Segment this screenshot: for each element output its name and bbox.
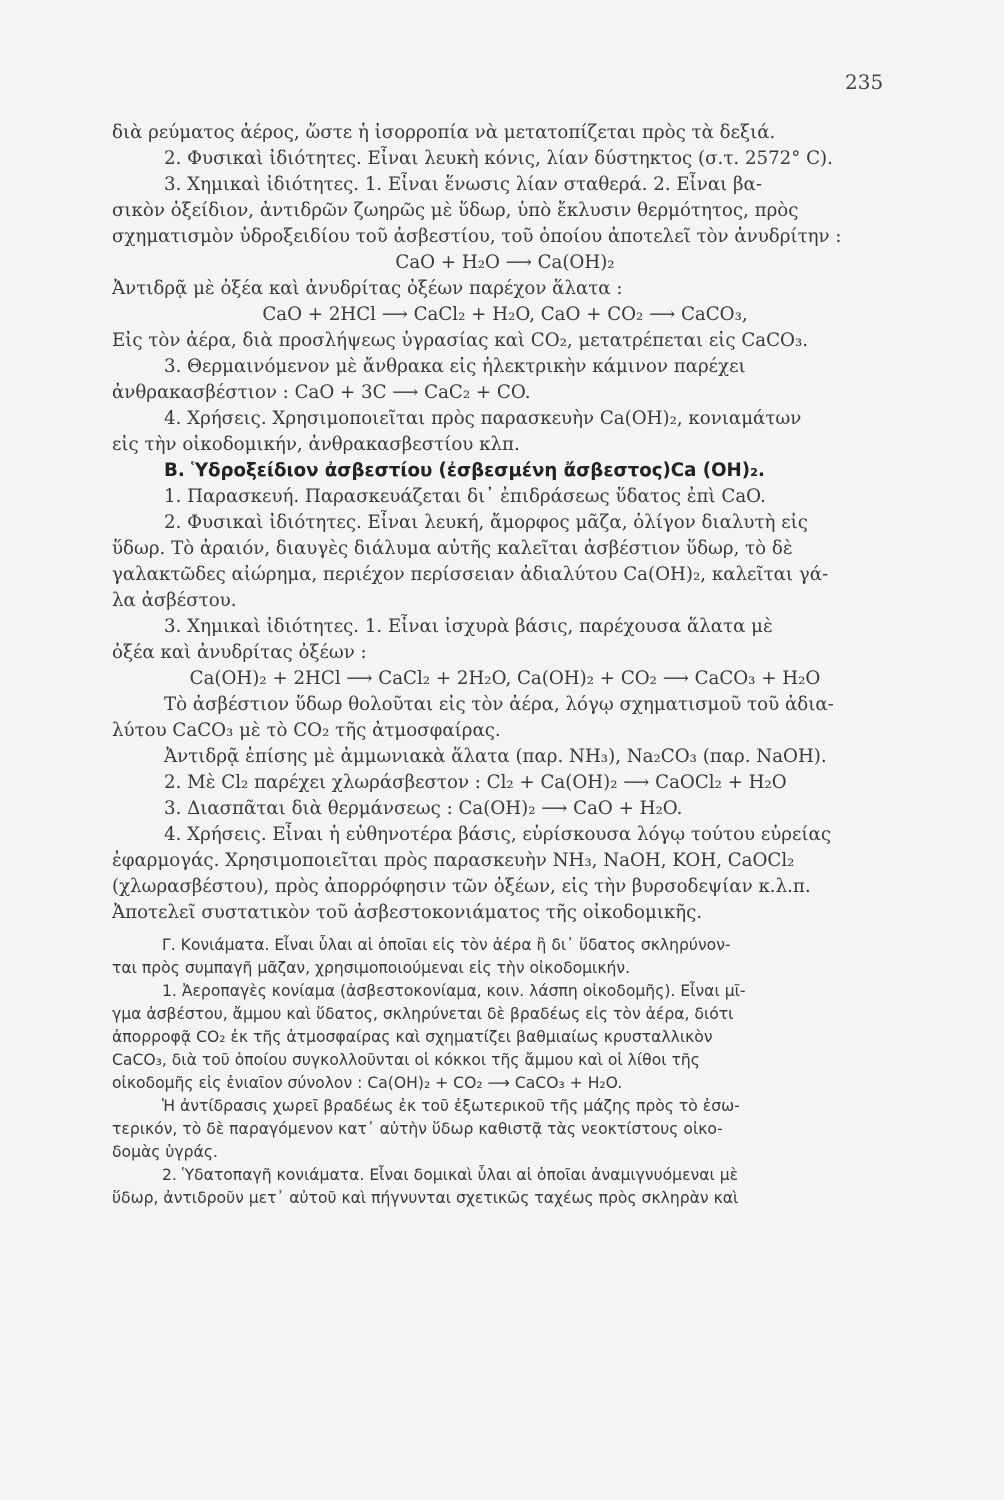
text-line: Ἀντιδρᾷ μὲ ὀξέα καὶ ἀνυδρίτας ὀξέων παρέχον ἅλατα :: [112, 278, 623, 299]
text-line: ὀξέα καὶ ἀνυδρίτας ὀξέων :: [112, 642, 367, 663]
section-heading: 3. Διασπᾶται διὰ θερμάνσεως : Ca(OH)₂ ⟶ CaO + H₂O.: [164, 798, 683, 819]
text-line: λύτου CaCO₃ μὲ τὸ CO₂ τῆς ἀτμοσφαίρας.: [112, 720, 501, 741]
text-line: Τὸ ἀσβέστιον ὕδωρ θολοῦται εἰς τὸν ἀέρα, λόγῳ σχηματισμοῦ τοῦ ἀδια-: [164, 694, 834, 715]
small-text-line: 1. Ἀεροπαγὲς κονίαμα (ἀσβεστοκονίαμα, κοιν. λάσπη οἰκοδομῆς). Εἶναι μῖ-: [162, 982, 746, 1000]
section-heading: 3. Θερμαινόμενον μὲ ἄνθρακα εἰς ἠλεκτρικὴν κάμινον παρέχει: [164, 356, 746, 377]
small-text-line: ὕδωρ, ἀντιδροῦν μετ᾽ αὐτοῦ καὶ πήγνυνται σχετικῶς ταχέως πρὸς σκληρὰν καὶ: [112, 1189, 739, 1207]
small-text-line: γμα ἀσβέστου, ἄμμου καὶ ὕδατος, σκληρύνεται δὲ βραδέως εἰς τὸν ἀέρα, διότι: [112, 1005, 734, 1023]
text-line: (χλωρασβέστου), πρὸς ἀπορρόφησιν τῶν ὀξέων, εἰς τὴν βυρσοδεψίαν κ.λ.π.: [112, 876, 811, 897]
section-heading: 4. Χρήσεις. Εἶναι ἡ εὐθηνοτέρα βάσις, εὑρίσκουσα λόγῳ τούτου εὐρείας: [164, 824, 832, 845]
chemical-equation: CaO + H₂O ⟶ Ca(OH)₂: [395, 252, 615, 273]
text-line: Εἰς τὸν ἀέρα, διὰ προσλήψεως ὑγρασίας καὶ CO₂, μετατρέπεται εἰς CaCO₃.: [112, 330, 809, 351]
small-text-line: ἀπορροφᾷ CO₂ ἐκ τῆς ἀτμοσφαίρας καὶ σχηματίζει βαθμιαίως κρυσταλλικὸν: [112, 1028, 713, 1046]
text-line: γαλακτῶδες αἰώρημα, περιέχον περίσσειαν ἀδιαλύτου Ca(OH)₂, καλεῖται γά-: [112, 564, 829, 585]
section-heading: 3. Χημικαὶ ἰδιότητες. 1. Εἶναι ἕνωσις λίαν σταθερά. 2. Εἶναι βα-: [164, 174, 762, 195]
text-line: Ἀποτελεῖ συστατικὸν τοῦ ἀσβεστοκονιάματος τῆς οἰκοδομικῆς.: [112, 902, 703, 923]
small-text-line: ται πρὸς συμπαγῆ μᾶζαν, χρησιμοποιούμεναι εἰς τὴν οἰκοδομικήν.: [112, 959, 631, 977]
chemical-equation: Ca(OH)₂ + 2HCl ⟶ CaCl₂ + 2H₂O, Ca(OH)₂ + CO₂ ⟶ CaCO₃ + H₂O: [189, 668, 821, 689]
text-line: σικὸν ὀξείδιον, ἀντιδρῶν ζωηρῶς μὲ ὕδωρ, ὑπὸ ἔκλυσιν θερμότητος, πρὸς: [112, 200, 799, 221]
section-heading: 4. Χρήσεις. Χρησιμοποιεῖται πρὸς παρασκευὴν Ca(OH)₂, κονιαμάτων: [164, 408, 802, 429]
text-line: ἀνθρακασβέστιον : CaO + 3C ⟶ CaC₂ + CO.: [112, 382, 531, 403]
small-text-line: 2. Ὑδατοπαγῆ κονιάματα. Εἶναι δομικαὶ ὗλαι αἱ ὁποῖαι ἀναμιγνυόμεναι μὲ: [162, 1166, 739, 1184]
chemical-equation: CaO + 2HCl ⟶ CaCl₂ + H₂O, CaO + CO₂ ⟶ CaCO₃,: [262, 304, 748, 325]
text-line: λα ἀσβέστου.: [112, 590, 237, 611]
section-heading: 1. Παρασκευή. Παρασκευάζεται δι᾽ ἐπιδράσεως ὕδατος ἐπὶ CaO.: [164, 486, 766, 507]
text-line: ὕδωρ. Τὸ ἀραιόν, διαυγὲς διάλυμα αὐτῆς καλεῖται ἀσβέστιον ὕδωρ, τὸ δὲ: [112, 538, 793, 559]
section-heading: 3. Χημικαὶ ἰδιότητες. 1. Εἶναι ἰσχυρὰ βάσις, παρέχουσα ἅλατα μὲ: [164, 616, 773, 637]
page-number: 235: [845, 70, 884, 94]
text-line: ἐφαρμογάς. Χρησιμοποιεῖται πρὸς παρασκευὴν NH₃, NaOH, KOH, CaOCl₂: [112, 850, 795, 871]
small-text-line: οἰκοδομῆς εἰς ἑνιαῖον σύνολον : Ca(OH)₂ + CO₂ ⟶ CaCO₃ + H₂O.: [112, 1074, 623, 1092]
section-heading: 2. Μὲ Cl₂ παρέχει χλωράσβεστον : Cl₂ + Ca(OH)₂ ⟶ CaOCl₂ + H₂O: [164, 772, 787, 793]
text-line: διὰ ρεύματος ἀέρος, ὥστε ἡ ἰσορροπία νὰ μετατοπίζεται πρὸς τὰ δεξιά.: [112, 122, 776, 143]
small-text-line: Ἡ ἀντίδρασις χωρεῖ βραδέως ἐκ τοῦ ἐξωτερικοῦ τῆς μάζης πρὸς τὸ ἐσω-: [162, 1097, 740, 1115]
text-line: εἰς τὴν οἰκοδομικήν, ἀνθρακασβεστίου κλπ.: [112, 434, 520, 455]
small-text-line: δομὰς ὑγράς.: [112, 1143, 218, 1161]
small-text-line: CaCO₃, διὰ τοῦ ὁποίου συγκολλοῦνται οἱ κόκκοι τῆς ἄμμου καὶ οἱ λίθοι τῆς: [112, 1051, 700, 1069]
small-text-line: Γ. Κονιάματα. Εἶναι ὗλαι αἱ ὁποῖαι εἰς τὸν ἀέρα ἢ δι᾽ ὕδατος σκληρύνον-: [162, 936, 731, 954]
small-text-line: τερικόν, τὸ δὲ παραγόμενον κατ᾽ αὐτὴν ὕδωρ καθιστᾷ τὰς νεοκτίστους οἰκο-: [112, 1120, 723, 1138]
body-text: [112, 120, 898, 1210]
subsection-title: B. Ὑδροξείδιον ἀσβεστίου (ἐσβεσμένη ἄσβεστος)Ca (OH)₂.: [164, 460, 765, 481]
section-heading: 2. Φυσικαὶ ἰδιότητες. Εἶναι λευκή, ἄμορφος μᾶζα, ὀλίγον διαλυτὴ εἰς: [164, 512, 808, 533]
text-line: Ἀντιδρᾷ ἐπίσης μὲ ἀμμωνιακὰ ἅλατα (παρ. NH₃), Na₂CO₃ (παρ. NaOH).: [164, 746, 827, 767]
text-line: σχηματισμὸν ὑδροξειδίου τοῦ ἀσβεστίου, τοῦ ὁποίου ἀποτελεῖ τὸν ἀνυδρίτην :: [112, 226, 842, 247]
section-heading: 2. Φυσικαὶ ἰδιότητες. Εἶναι λευκὴ κόνις, λίαν δύστηκτος (σ.τ. 2572° C).: [164, 148, 833, 169]
